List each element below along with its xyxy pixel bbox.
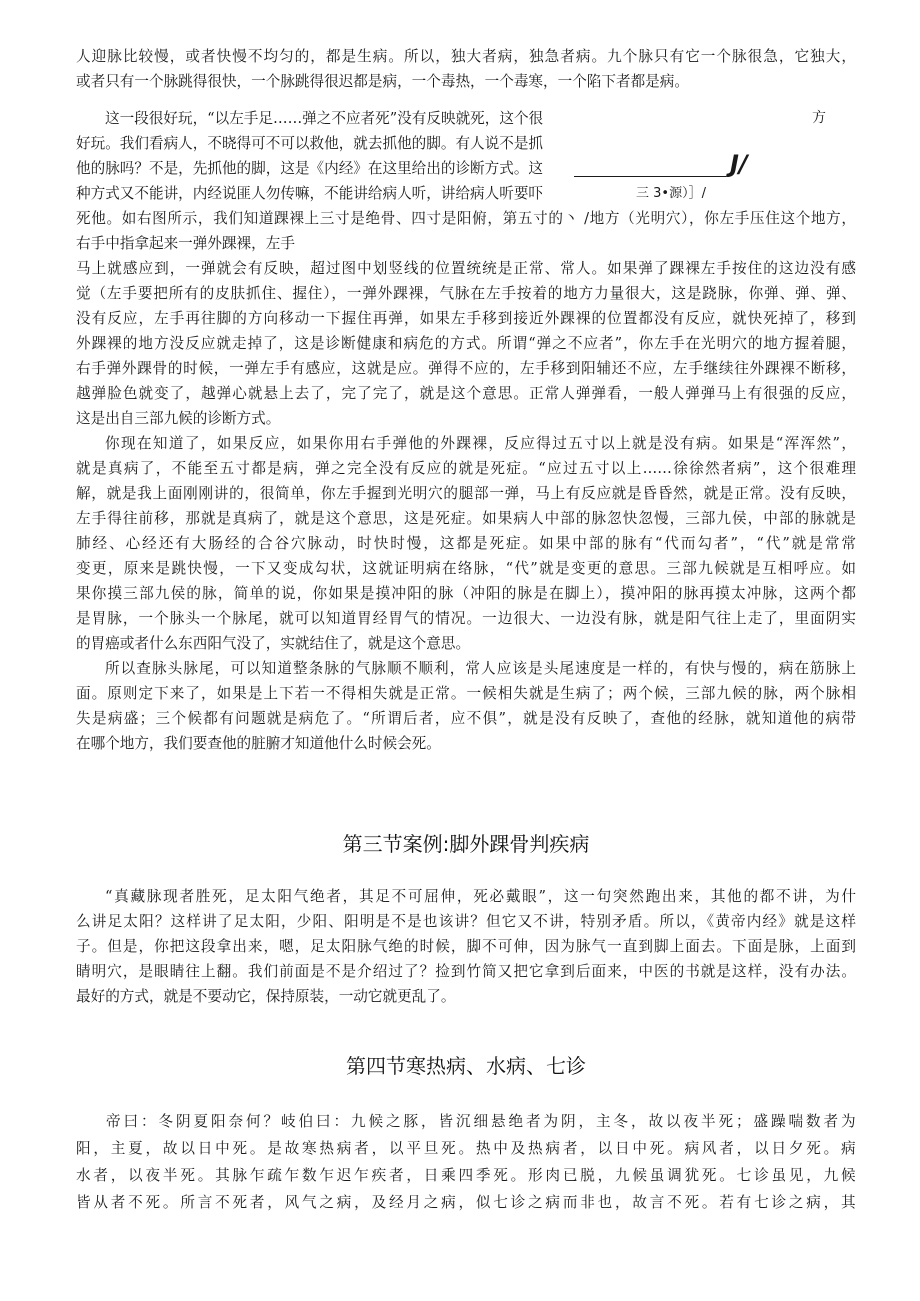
text-line: 的胃癌或者什么东西阳气没了，实就结住了，就是这个意思。	[76, 635, 471, 652]
text-line: 面。原则定下来了，如果是上下若一不得相失就是正常。一候相失就是生病了；两个候，三部九候的脉，两个脉相	[76, 685, 856, 702]
paragraph-1	[76, 44, 856, 94]
document-page	[76, 44, 856, 756]
figure-fragment-underline	[574, 176, 726, 177]
text-line: 或者只有一个脉跳得很快，一个脉跳得很迟都是病，一个毒热，一个毒寒，一个陷下者都是病。	[76, 73, 689, 90]
paragraph-5	[76, 884, 856, 1009]
section-heading-4: 第四节寒热病、水病、七诊	[346, 1054, 586, 1078]
text-line: 左手得往前移，那就是真病了，就是这个意思，这是死症。如果病人中部的脉忽快忽慢，三部九侯，中部的脉就是	[76, 510, 856, 527]
text-line: 是胃脉，一个脉头一个脉尾，就可以知道胃经胃气的情况。一边很大、一边没有脉，就是阳气往上走了，里面阴实	[76, 610, 856, 627]
text-line: 外踝裸的地方没反应就走掉了，这是诊断健康和病危的方式。所谓“弹之不应者”，你左手在光明穴的地方握着腿，	[76, 335, 856, 352]
text-line: 失是病盛；三个候都有问题就是病危了。“所谓后者，应不俱”，就是没有反映了，查他的经脉，就知道他的病带	[76, 710, 856, 727]
text-line: 死他。如右图所示，我们知道踝裸上三寸是绝骨、四寸是阳俯，第五寸的丶 /地方（光明穴），你左手压住这个地方，	[76, 210, 856, 227]
text-line: 这一段很好玩，“以左手足……弹之不应者死”没有反映就死，这个很	[105, 110, 544, 127]
text-line: 右手中指拿起来一弹外踝裸，左手	[76, 235, 295, 252]
text-line: 解，就是我上面刚刚讲的，很简单，你左手握到光明穴的腿部一弹，马上有反应就是昏昏然，就是正常。没有反映，	[76, 485, 856, 502]
text-line: 所以查脉头脉尾，可以知道整条脉的气脉顺不顺利，常人应该是头尾速度是一样的，有快与慢的，病在筋脉上	[105, 660, 856, 677]
classical-line: 阳，主夏，故以日中死。是故寒热病者，以平旦死。热中及热病者，以日中死。病风者，以日夕死。病	[76, 1140, 856, 1157]
figure-fragment-j-mark: J/	[730, 150, 748, 178]
figure-fragment-fang: 方	[812, 110, 826, 126]
text-line: 种方式又不能讲，内经说匪人勿传嘛，不能讲给病人听，讲给病人听要吓	[76, 185, 544, 202]
text-line: 最好的方式，就是不要动它，保持原装，一动它就更乱了。	[76, 988, 456, 1005]
paragraph-3	[76, 431, 856, 656]
text-line: 睛明穴，是眼睛往上翻。我们前面是不是介绍过了？捡到竹简又把它拿到后面来，中医的书就是这样，没有办法。	[76, 963, 856, 980]
text-line: “真藏脉现者胜死，足太阳气绝者，其足不可屈伸，死必戴眼”，这一句突然跑出来，其他的都不讲，为什	[105, 888, 856, 905]
text-line: 马上就感应到，一弹就会有反映，超过图中划竖线的位置统统是正常、常人。如果弹了踝裸左手按住的这边没有感	[76, 260, 856, 277]
text-line: 么讲足太阳？这样讲了足太阳，少阳、阳明是不是也该讲？但它又不讲，特别矛盾。所以，《黄帝内经》就是这样	[76, 913, 856, 930]
text-line: 觉（左手要把所有的皮肤抓住、握住），一弹外踝裸，气脉在左手按着的地方力量很大，这是跷脉，你弹、弹、弹、	[76, 285, 856, 302]
text-line: 没有反应，左手再往脚的方向移动一下握住再弹，如果左手移到接近外踝裸的位置都没有反应，就快死掉了，移到	[76, 310, 856, 327]
classical-line: 皆从者不死。所言不死者，风气之病，及经月之病，似七诊之病而非也，故言不死。若有七诊之病，其	[76, 1194, 856, 1211]
paragraph-4	[76, 656, 856, 756]
text-line: 就是真病了，不能至五寸都是病，弹之完全没有反应的就是死症。“应过五寸以上……徐徐然者病”，这个很难理	[76, 460, 856, 477]
text-line: 你现在知道了，如果反应，如果你用右手弹他的外踝裸，反应得过五寸以上就是没有病。如果是“浑浑然”，	[105, 435, 856, 452]
text-line: 右手弹外踝骨的时候，一弹左手有感应，这就是应。弹得不应的，左手移到阳辅还不应，左手继续往外踝裸不断移，	[76, 360, 856, 377]
text-line: 越弹脸色就变了，越弹心就悬上去了，完了完了，就是这个意思。正常人弹弹看，一般人弹弹马上有很强的反应，	[76, 385, 856, 402]
text-line: 果你摸三部九侯的脉，简单的说，你如果是摸冲阳的脉（冲阳的脉是在脚上），摸冲阳的脉再摸太冲脉，这两个都	[76, 585, 856, 602]
text-line: 这是出自三部九候的诊断方式。	[76, 410, 281, 427]
text-line: 好玩。我们看病人，不晓得可不可以救他，就去抓他的脚。有人说不是抓	[76, 135, 544, 152]
classical-text-block	[76, 1108, 856, 1216]
figure-fragment-source: 三 3•源）］/	[636, 186, 706, 201]
text-line: 他的脉吗？不是，先抓他的脚，这是《内经》在这里给出的诊断方式。这	[76, 160, 544, 177]
text-line: 变更，原来是跳快慢，一下又变成勾状，这就证明病在络脉，“代”就是变更的意思。三部九候就是互相呼应。如	[76, 560, 856, 577]
section-heading-3: 第三节案例:脚外踝骨判疾病	[342, 832, 590, 856]
classical-line: 帝曰：冬阴夏阳奈何？岐伯曰：九候之豚，皆沉细悬绝者为阴，主冬，故以夜半死；盛躁喘数者为	[106, 1113, 856, 1130]
paragraph-2	[76, 106, 856, 431]
text-line: 人迎脉比较慢，或者快慢不均匀的，都是生病。所以，独大者病，独急者病。九个脉只有它一个脉很急，它独大，	[76, 48, 856, 65]
text-line: 子。但是，你把这段拿出来，嗯，足太阳脉气绝的时候，脚不可伸，因为脉气一直到脚上面去。下面是脉，上面到	[76, 938, 856, 955]
text-line: 在哪个地方，我们要查他的脏腑才知道他什么时候会死。	[76, 735, 441, 752]
classical-line: 水者，以夜半死。其脉乍疏乍数乍迟乍疾者，日乘四季死。形肉已脱，九候虽调犹死。七诊虽见，九候	[76, 1167, 856, 1184]
text-line: 肺经、心经还有大肠经的合谷穴脉动，时快时慢，这都是死症。如果中部的脉有“代而勾者”，“代”就是常常	[76, 535, 856, 552]
